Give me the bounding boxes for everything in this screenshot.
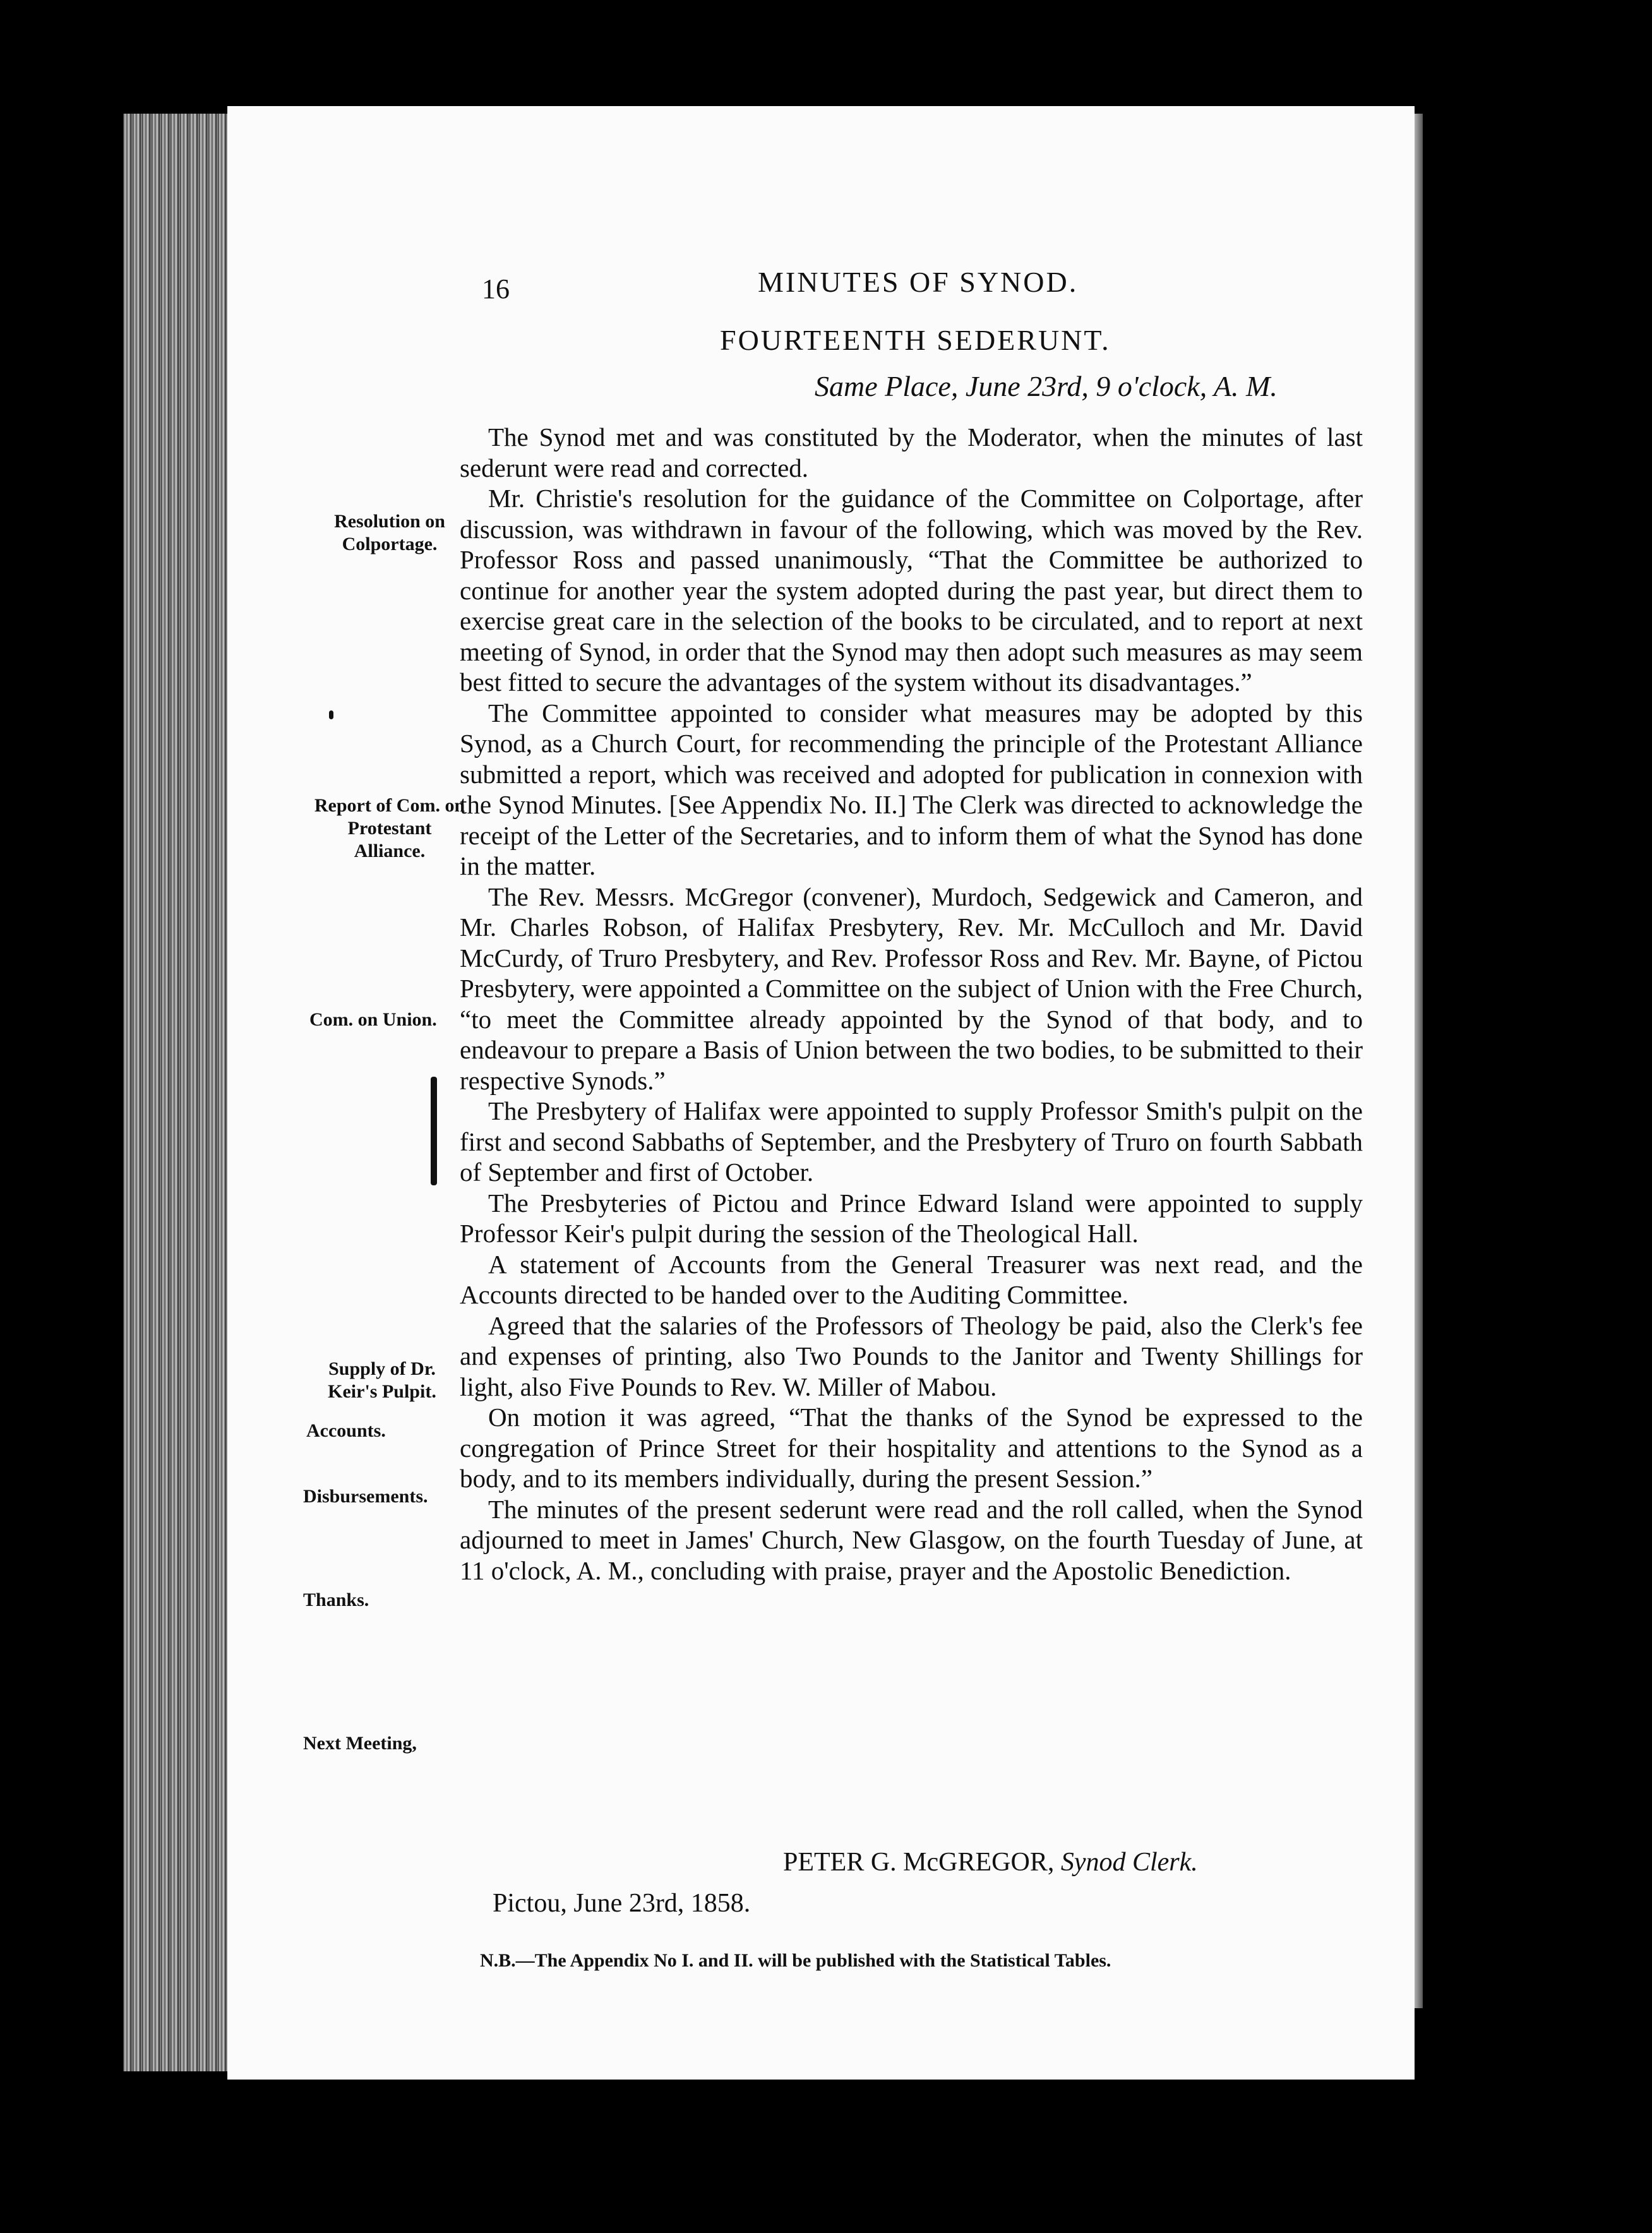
place-and-time: Same Place, June 23rd, 9 o'clock, A. M. [815,370,1278,402]
margin-note-thanks: Thanks. [303,1589,369,1610]
running-title: MINUTES OF SYNOD. [758,266,1079,298]
dateline: Pictou, June 23rd, 1858. [493,1889,751,1918]
footnote: N.B.—The Appendix No I. and II. will be published with the Statistical Tables. [480,1950,1111,1971]
paragraph-next-meeting: The minutes of the present sederunt were read and the roll called, when the Synod adjourned to meet in James' Church, New Glasgow, on the fourth Tuesday of June, at 11 o'clock, A. M., concluding with praise, prayer and the Apostolic Benediction. [460,1494,1363,1585]
signature-title: Synod Clerk. [1060,1848,1198,1877]
paragraph-colportage: Mr. Christie's resolution for the guidance of the Committee on Colportage, after discussion, was withdrawn in favour of the following, which was moved by the Rev. Professor Ross and passed unanimously, “That the Committee be authorized to continue for another year the system adopted during the past year, but direct them to exercise great care in the selection of the books to be circulated, and to report at next meeting of Synod, in order that the Synod may then adopt such measures as may seem best fitted to secure the advantages of the system without its disadvantages.” [460,484,1363,697]
paragraph-disbursements: Agreed that the salaries of the Professors of Theology be paid, also the Clerk's fee and expenses of printing, also Two Pounds to the Janitor and Twenty Shillings for light, also Five Pounds to Rev. W. Miller of Mabou. [460,1310,1363,1401]
signature [783,1847,1198,1877]
minutes-body [460,422,1363,1586]
margin-note-disbursements: Disbursements. [303,1486,428,1507]
paragraph-protestant-alliance: The Committee appointed to consider what measures may be adopted by this Synod, as a Church Court, for recommending the principle of the Protestant Alliance submitted a report, which was received and adopted for publication in connexion with the Synod Minutes. [See Appendix No. II.] The Clerk was directed to acknowledge the receipt of the Letter of the Secretaries, and to inform them of what the Synod has done in the matter. [460,698,1363,880]
sederunt-title: FOURTEENTH SEDERUNT. [720,324,1111,356]
paragraph-opening: The Synod met and was constituted by the Moderator, when the minutes of last sederunt were read and corrected. [460,422,1363,482]
margin-note-next-meeting: Next Meeting, [303,1733,417,1754]
page-edges [123,114,234,2071]
paragraph-keir-pulpit: The Presbyteries of Pictou and Prince Edward Island were appointed to supply Professor Keir's pulpit during the session of the Theological Hall. [460,1188,1363,1248]
signature-name: PETER G. McGREGOR, [783,1848,1055,1877]
margin-note-accounts: Accounts. [306,1420,386,1441]
margin-note-protestant-alliance: Report of Com. on Protestant Alliance. [314,795,465,861]
paragraph-thanks: On motion it was agreed, “That the thanks of the Synod be expressed to the congregation of Prince Street for their hospitality and attentions to the Synod as a body, and to its members individually, during the present Session.” [460,1403,1363,1493]
margin-note-colportage: Resolution on Colportage. [334,511,445,554]
margin-dot-mark [329,710,333,719]
paragraph-accounts: A statement of Accounts from the General Treasurer was next read, and the Accounts directed to be handed over to the Auditing Committee. [460,1249,1363,1309]
paragraph-union: The Rev. Messrs. McGregor (convener), Murdoch, Sedgewick and Cameron, and Mr. Charles Robson, of Halifax Presbytery, Rev. Mr. McCulloch and Mr. David McCurdy, of Truro Presbytery, and Rev. Professor Ross and Rev. Mr. Bayne, of Pictou Presbytery, were appointed a Committee on the subject of Union with the Free Church, “to meet the Committee already appointed by the Synod of that body, and to endeavour to prepare a Basis of Union between the two bodies, to be submitted to their respective Synods.” [460,882,1363,1095]
margin-note-keir-pulpit: Supply of Dr. Keir's Pulpit. [328,1358,436,1402]
paragraph-halifax-supply: The Presbytery of Halifax were appointed to supply Professor Smith's pulpit on the first and second Sabbaths of September, and the Presbytery of Truro on fourth Sabbath of September and first of October. [460,1096,1363,1187]
page-number: 16 [482,273,510,304]
margin-line-mark [431,1077,437,1185]
margin-note-union: Com. on Union. [309,1009,437,1030]
